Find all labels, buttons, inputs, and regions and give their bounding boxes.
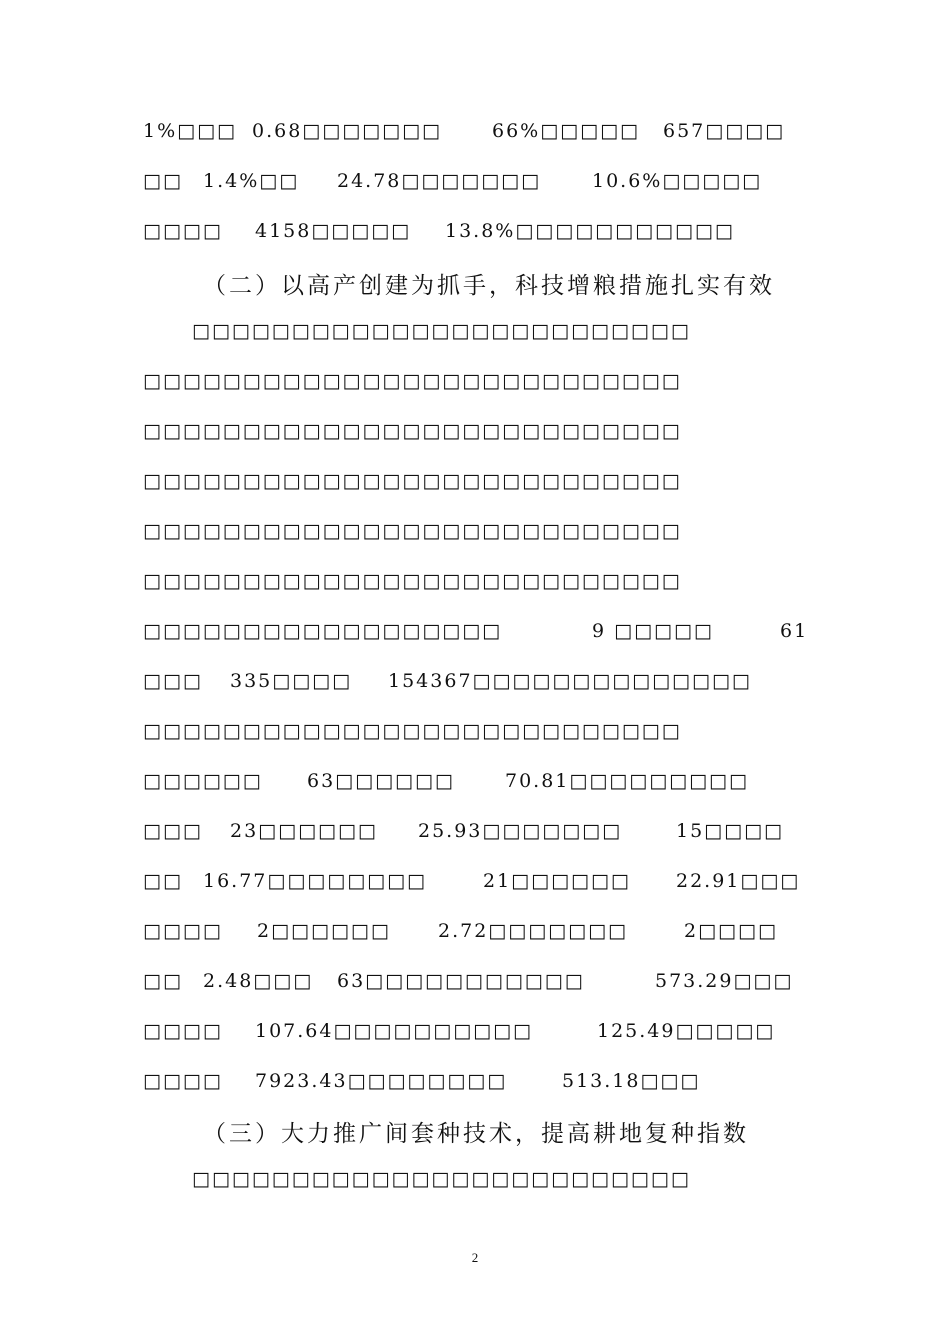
text-segment: □□□ <box>143 670 203 692</box>
text-segment: 154367□□□□□□□□□□□□□□ <box>388 670 752 692</box>
text-segment: 0.68□□□□□□□ <box>252 120 442 142</box>
text-segment: □□□□□□□□□□□□□□□□□□□□□□□□□□□ <box>143 470 682 492</box>
text-line-3 <box>0 220 950 250</box>
text-segment: □□□□ <box>143 1070 223 1092</box>
text-segment: □□□□ <box>143 1020 223 1042</box>
text-segment: □□ <box>143 870 183 892</box>
text-segment: □□ <box>143 970 183 992</box>
text-segment: 657□□□□ <box>663 120 786 142</box>
text-segment: 335□□□□ <box>230 670 353 692</box>
text-segment: 7923.43□□□□□□□□ <box>255 1070 508 1092</box>
text-segment: 10.6%□□□□□ <box>592 170 763 192</box>
text-segment: 66%□□□□□ <box>492 120 640 142</box>
text-line-16 <box>0 870 950 900</box>
text-line-5 <box>0 320 950 350</box>
text-segment: 25.93□□□□□□□ <box>418 820 623 842</box>
text-line-15 <box>0 820 950 850</box>
text-segment: □□□□ <box>143 920 223 942</box>
text-segment: 125.49□□□□□ <box>597 1020 776 1042</box>
text-segment: □□□□□□□□□□□□□□□□□□□□□□□□□□□ <box>143 420 682 442</box>
text-line-8 <box>0 470 950 500</box>
section-heading-2 <box>0 267 950 297</box>
page-number: 2 <box>471 1250 479 1265</box>
text-segment: 2□□□□ <box>684 920 778 942</box>
text-segment: 24.78□□□□□□□ <box>337 170 542 192</box>
text-segment: 573.29□□□ <box>655 970 794 992</box>
text-line-13 <box>0 720 950 750</box>
text-segment: 63□□□□□□ <box>307 770 455 792</box>
text-segment: 22.91□□□ <box>676 870 801 892</box>
text-line-12 <box>0 670 950 700</box>
text-line-22 <box>0 1168 950 1198</box>
text-segment: 4158□□□□□ <box>255 220 412 242</box>
text-segment: 21□□□□□□ <box>483 870 631 892</box>
text-segment: 2.72□□□□□□□ <box>438 920 628 942</box>
section-heading-3 <box>0 1115 950 1145</box>
text-segment: 16.77□□□□□□□□ <box>203 870 428 892</box>
text-segment: 15□□□□ <box>676 820 784 842</box>
text-segment: 70.81□□□□□□□□□ <box>505 770 749 792</box>
text-segment: □□□□□□□□□□□□□□□□□□□□□□□□□□□ <box>143 570 682 592</box>
heading-text: （二）以高产创建为抓手，科技增粮措施扎实有效 <box>203 273 775 299</box>
text-segment: 13.8%□□□□□□□□□□□ <box>445 220 735 242</box>
text-segment: □□□□□□□□□□□□□□□□□□□□□□□□□□□ <box>143 520 682 542</box>
heading-text: （三）大力推广间套种技术，提高耕地复种指数 <box>203 1121 749 1147</box>
text-segment: 1%□□□ <box>143 120 237 142</box>
text-line-1 <box>0 120 950 150</box>
text-segment: □□□□□□□□□□□□□□□□□□□□□□□□□ <box>192 1168 691 1190</box>
text-segment: □□□□□□□□□□□□□□□□□□□□□□□□□ <box>192 320 691 342</box>
text-line-2 <box>0 170 950 200</box>
text-segment: 9 □□□□□ <box>592 620 714 642</box>
text-segment: □□□□□□□□□□□□□□□□□□ <box>143 620 503 642</box>
text-line-6 <box>0 370 950 400</box>
text-line-7 <box>0 420 950 450</box>
text-line-20 <box>0 1070 950 1100</box>
text-line-14 <box>0 770 950 800</box>
text-line-9 <box>0 520 950 550</box>
text-line-19 <box>0 1020 950 1050</box>
text-segment: 61 <box>780 620 809 642</box>
text-segment: 513.18□□□ <box>562 1070 701 1092</box>
text-segment: □□□ <box>143 820 203 842</box>
text-line-11 <box>0 620 950 650</box>
text-segment: 2.48□□□ <box>203 970 314 992</box>
text-line-17 <box>0 920 950 950</box>
text-segment: □□□□□□ <box>143 770 263 792</box>
text-segment: 107.64□□□□□□□□□□ <box>255 1020 533 1042</box>
text-segment: 2□□□□□□ <box>257 920 391 942</box>
text-segment: □□□□□□□□□□□□□□□□□□□□□□□□□□□ <box>143 370 682 392</box>
text-segment: □□□□□□□□□□□□□□□□□□□□□□□□□□□ <box>143 720 682 742</box>
text-segment: 63□□□□□□□□□□□ <box>337 970 585 992</box>
text-line-10 <box>0 570 950 600</box>
text-segment: 1.4%□□ <box>203 170 300 192</box>
text-segment: □□ <box>143 170 183 192</box>
text-segment: □□□□ <box>143 220 223 242</box>
text-segment: 23□□□□□□ <box>230 820 378 842</box>
text-line-18 <box>0 970 950 1000</box>
